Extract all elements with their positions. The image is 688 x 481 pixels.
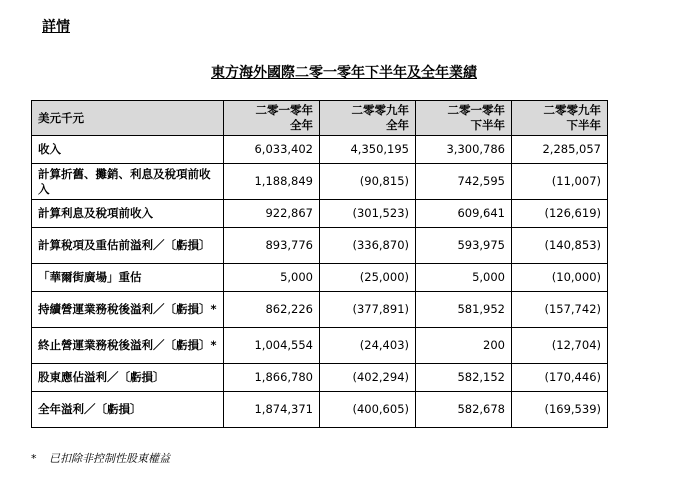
row-label-wall-street-plaza: 「華爾街廣場」重估 bbox=[32, 264, 224, 292]
table-cell: 582,678 bbox=[416, 392, 512, 428]
table-cell: 742,595 bbox=[416, 164, 512, 200]
row-label-profit-before-tax: 計算稅項及重估前溢利／〔虧損〕 bbox=[32, 228, 224, 264]
table-cell: 200 bbox=[416, 328, 512, 364]
table-cell: 4,350,195 bbox=[320, 136, 416, 164]
table-cell: 893,776 bbox=[224, 228, 320, 264]
table-cell: 582,152 bbox=[416, 364, 512, 392]
table-cell: 5,000 bbox=[224, 264, 320, 292]
financial-results-table bbox=[31, 100, 608, 428]
table-cell: (170,446) bbox=[512, 364, 608, 392]
table-cell: (169,539) bbox=[512, 392, 608, 428]
table-header-row bbox=[32, 101, 608, 136]
table-cell: (301,523) bbox=[320, 200, 416, 228]
table-cell: 6,033,402 bbox=[224, 136, 320, 164]
table-cell: (377,891) bbox=[320, 292, 416, 328]
table-row bbox=[32, 392, 608, 428]
header-fy2010: 二零一零年 全年 bbox=[224, 101, 320, 136]
table-cell: 2,285,057 bbox=[512, 136, 608, 164]
table-row bbox=[32, 292, 608, 328]
row-label-ebit: 計算利息及稅項前收入 bbox=[32, 200, 224, 228]
row-label-ebitda: 計算折舊、攤銷、利息及稅項前收入 bbox=[32, 164, 224, 200]
row-label-attributable-profit: 股東應佔溢利／〔虧損〕 bbox=[32, 364, 224, 392]
table-cell: 581,952 bbox=[416, 292, 512, 328]
table-row bbox=[32, 364, 608, 392]
table-row bbox=[32, 200, 608, 228]
header-fy2009: 二零零九年 全年 bbox=[320, 101, 416, 136]
table-cell: 1,866,780 bbox=[224, 364, 320, 392]
table-cell: 922,867 bbox=[224, 200, 320, 228]
table-cell: (24,403) bbox=[320, 328, 416, 364]
table-cell: (400,605) bbox=[320, 392, 416, 428]
table-row bbox=[32, 328, 608, 364]
table-cell: (90,815) bbox=[320, 164, 416, 200]
table-cell: (126,619) bbox=[512, 200, 608, 228]
row-label-profit-for-year: 全年溢利／〔虧損〕 bbox=[32, 392, 224, 428]
table-row bbox=[32, 164, 608, 200]
section-heading: 詳情 bbox=[42, 19, 70, 35]
table-cell: 609,641 bbox=[416, 200, 512, 228]
table-cell: 593,975 bbox=[416, 228, 512, 264]
header-2h2009: 二零零九年 下半年 bbox=[512, 101, 608, 136]
table-cell: 3,300,786 bbox=[416, 136, 512, 164]
table-cell: 1,188,849 bbox=[224, 164, 320, 200]
table-cell: (402,294) bbox=[320, 364, 416, 392]
footnote-marker: * bbox=[31, 452, 37, 465]
footnote bbox=[31, 450, 170, 466]
header-2h2010: 二零一零年 下半年 bbox=[416, 101, 512, 136]
table-row bbox=[32, 264, 608, 292]
table-cell: (157,742) bbox=[512, 292, 608, 328]
row-label-revenue: 收入 bbox=[32, 136, 224, 164]
table-cell: 1,874,371 bbox=[224, 392, 320, 428]
table-cell: 862,226 bbox=[224, 292, 320, 328]
table-cell: 5,000 bbox=[416, 264, 512, 292]
row-label-continuing-ops: 持續營運業務稅後溢利／〔虧損〕* bbox=[32, 292, 224, 328]
table-row bbox=[32, 228, 608, 264]
table-cell: (11,007) bbox=[512, 164, 608, 200]
table-cell: (140,853) bbox=[512, 228, 608, 264]
table-cell: 1,004,554 bbox=[224, 328, 320, 364]
table-cell: (336,870) bbox=[320, 228, 416, 264]
header-unit-label: 美元千元 bbox=[32, 101, 224, 136]
document-title: 東方海外國際二零一零年下半年及全年業績 bbox=[211, 65, 477, 81]
table-row bbox=[32, 136, 608, 164]
table-cell: (12,704) bbox=[512, 328, 608, 364]
row-label-discontinued-ops: 終止營運業務稅後溢利／〔虧損〕* bbox=[32, 328, 224, 364]
table-cell: (10,000) bbox=[512, 264, 608, 292]
footnote-text: 已扣除非控制性股東權益 bbox=[49, 452, 170, 465]
table-cell: (25,000) bbox=[320, 264, 416, 292]
